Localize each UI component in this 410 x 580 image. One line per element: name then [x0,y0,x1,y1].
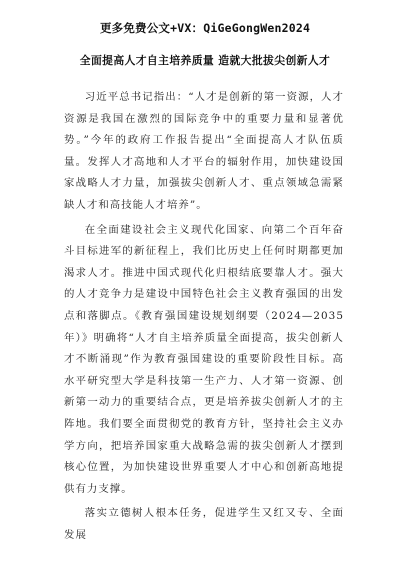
document-body [0,87,410,546]
body-paragraph-2: 在全面建设社会主义现代化国家、向第二个百年奋斗目标进军的新征程上，我们比历史上任何时期都更加渴求人才。推进中国式现代化归根结底要靠人才。强大的人才竞争力是建设中国特色社会主义教育强国的出发点和落脚点。《教育强国建设规划纲要（2024—2035年）》明确将“人才自主培养质量全面提高，拔尖创新人才不断涌现”作为教育强国建设的重要阶段性目标。高水平研究型大学是科技第一生产力、人才第一资源、创新第一动力的重要结合点，更是培养拔尖创新人才的主阵地。我们要全面贯彻党的教育方针，坚持社会主义办学方向，把培养国家重大战略急需的拔尖创新人才摆到核心位置，为加快建设世界重要人才中心和创新高地提供有力支撑。 [64,223,344,495]
body-paragraph-3: 落实立德树人根本任务，促进学生又红又专、全面发展 [64,507,344,541]
body-paragraph-1: 习近平总书记指出：“人才是创新的第一资源，人才资源是我国在激烈的国际竞争中的重要力量和显著优势。”今年的政府工作报告提出“全面提高人才队伍质量。发挥人才高地和人才平台的辐射作用，加快建设国家战略人才力量，加强拔尖创新人才、重点领域急需紧缺人才和高技能人才培养”。 [64,91,344,211]
document-title: 全面提高人才自主培养质量 造就大批拔尖创新人才 [79,54,331,67]
page-header-text: 更多免费公文+VX：QiGeGongWen2024 [99,21,311,35]
